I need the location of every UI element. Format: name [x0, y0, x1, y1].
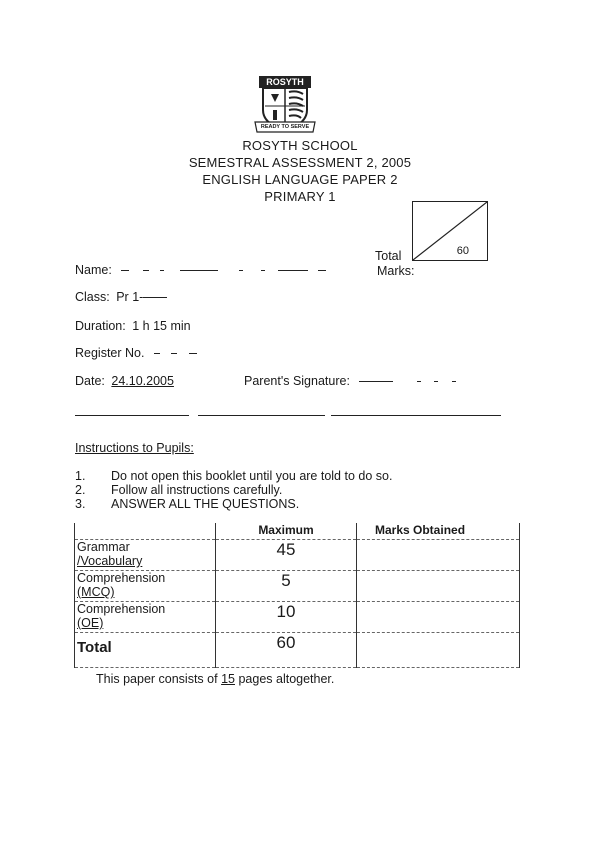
total-obtained-cell	[357, 633, 520, 668]
separator-line-3	[331, 415, 501, 416]
signature-label: Parent's Signature:	[244, 374, 350, 388]
instruction-num: 2.	[75, 483, 86, 497]
date-field	[75, 374, 174, 388]
subject-name: Comprehension	[77, 602, 166, 616]
total-label: Total	[75, 633, 216, 668]
header-maximum: Maximum	[216, 523, 357, 540]
separator-line-1	[75, 415, 189, 416]
obtained-marks-cell	[357, 571, 520, 602]
register-label: Register No.	[75, 346, 145, 360]
marks-table	[74, 523, 520, 668]
table-row	[75, 540, 520, 571]
instruction-item-2	[75, 483, 282, 497]
class-value: Pr 1-	[116, 290, 144, 304]
max-marks-cell: 45	[216, 540, 357, 571]
total-marks-label-2: Marks:	[377, 264, 415, 278]
table-total-row	[75, 633, 520, 668]
instruction-item-1	[75, 469, 392, 483]
duration-field	[75, 319, 191, 333]
subject-subname: (MCQ)	[77, 585, 115, 599]
date-label: Date:	[75, 374, 105, 388]
name-label: Name:	[75, 263, 112, 277]
subject-name: Grammar	[77, 540, 130, 554]
separator-line-2	[198, 415, 325, 416]
subject-subname: /Vocabulary	[77, 554, 143, 568]
page-count-suffix: pages altogether.	[238, 672, 335, 686]
max-marks-cell: 10	[216, 602, 357, 633]
instruction-num: 1.	[75, 469, 86, 483]
subject-cell	[75, 602, 216, 633]
table-row	[75, 602, 520, 633]
subject-cell	[75, 540, 216, 571]
school-crest	[253, 76, 317, 134]
assessment-title: SEMESTRAL ASSESSMENT 2, 2005	[188, 155, 412, 170]
duration-label: Duration:	[75, 319, 126, 333]
page-count-prefix: This paper consists of	[96, 672, 218, 686]
header-marks-obtained: Marks Obtained	[357, 523, 520, 540]
instructions-heading: Instructions to Pupils:	[75, 441, 194, 455]
obtained-marks-cell	[357, 602, 520, 633]
page-count-value: 15	[221, 672, 235, 686]
school-name: ROSYTH SCHOOL	[242, 138, 358, 153]
crest-motto-text: READY TO SERVE	[260, 124, 310, 130]
name-field	[75, 263, 326, 277]
instruction-text: Follow all instructions carefully.	[111, 483, 283, 497]
instruction-num: 3.	[75, 497, 86, 511]
total-max-cell: 60	[216, 633, 357, 668]
page-count-note	[96, 672, 334, 686]
date-value: 24.10.2005	[111, 374, 174, 388]
total-marks-label: Total	[375, 249, 402, 263]
crest-banner-text: ROSYTH	[266, 77, 304, 87]
instruction-text: ANSWER ALL THE QUESTIONS.	[111, 497, 300, 511]
instruction-item-3	[75, 497, 299, 511]
instruction-text: Do not open this booklet until you are told to do so.	[111, 469, 393, 483]
total-marks-box	[412, 201, 488, 261]
max-marks-cell: 5	[216, 571, 357, 602]
level-title: PRIMARY 1	[264, 189, 336, 204]
subject-subname: (OE)	[77, 616, 104, 630]
duration-value: 1 h 15 min	[132, 319, 191, 333]
header-blank-cell	[75, 523, 216, 540]
subject-cell	[75, 571, 216, 602]
table-header-row	[75, 523, 520, 540]
total-marks-value: 60	[456, 245, 469, 257]
register-field	[75, 346, 197, 360]
class-field	[75, 290, 167, 304]
paper-title: ENGLISH LANGUAGE PAPER 2	[202, 172, 398, 187]
obtained-marks-cell	[357, 540, 520, 571]
subject-name: Comprehension	[77, 571, 166, 585]
signature-field	[244, 374, 456, 388]
class-label: Class:	[75, 290, 110, 304]
table-row	[75, 571, 520, 602]
